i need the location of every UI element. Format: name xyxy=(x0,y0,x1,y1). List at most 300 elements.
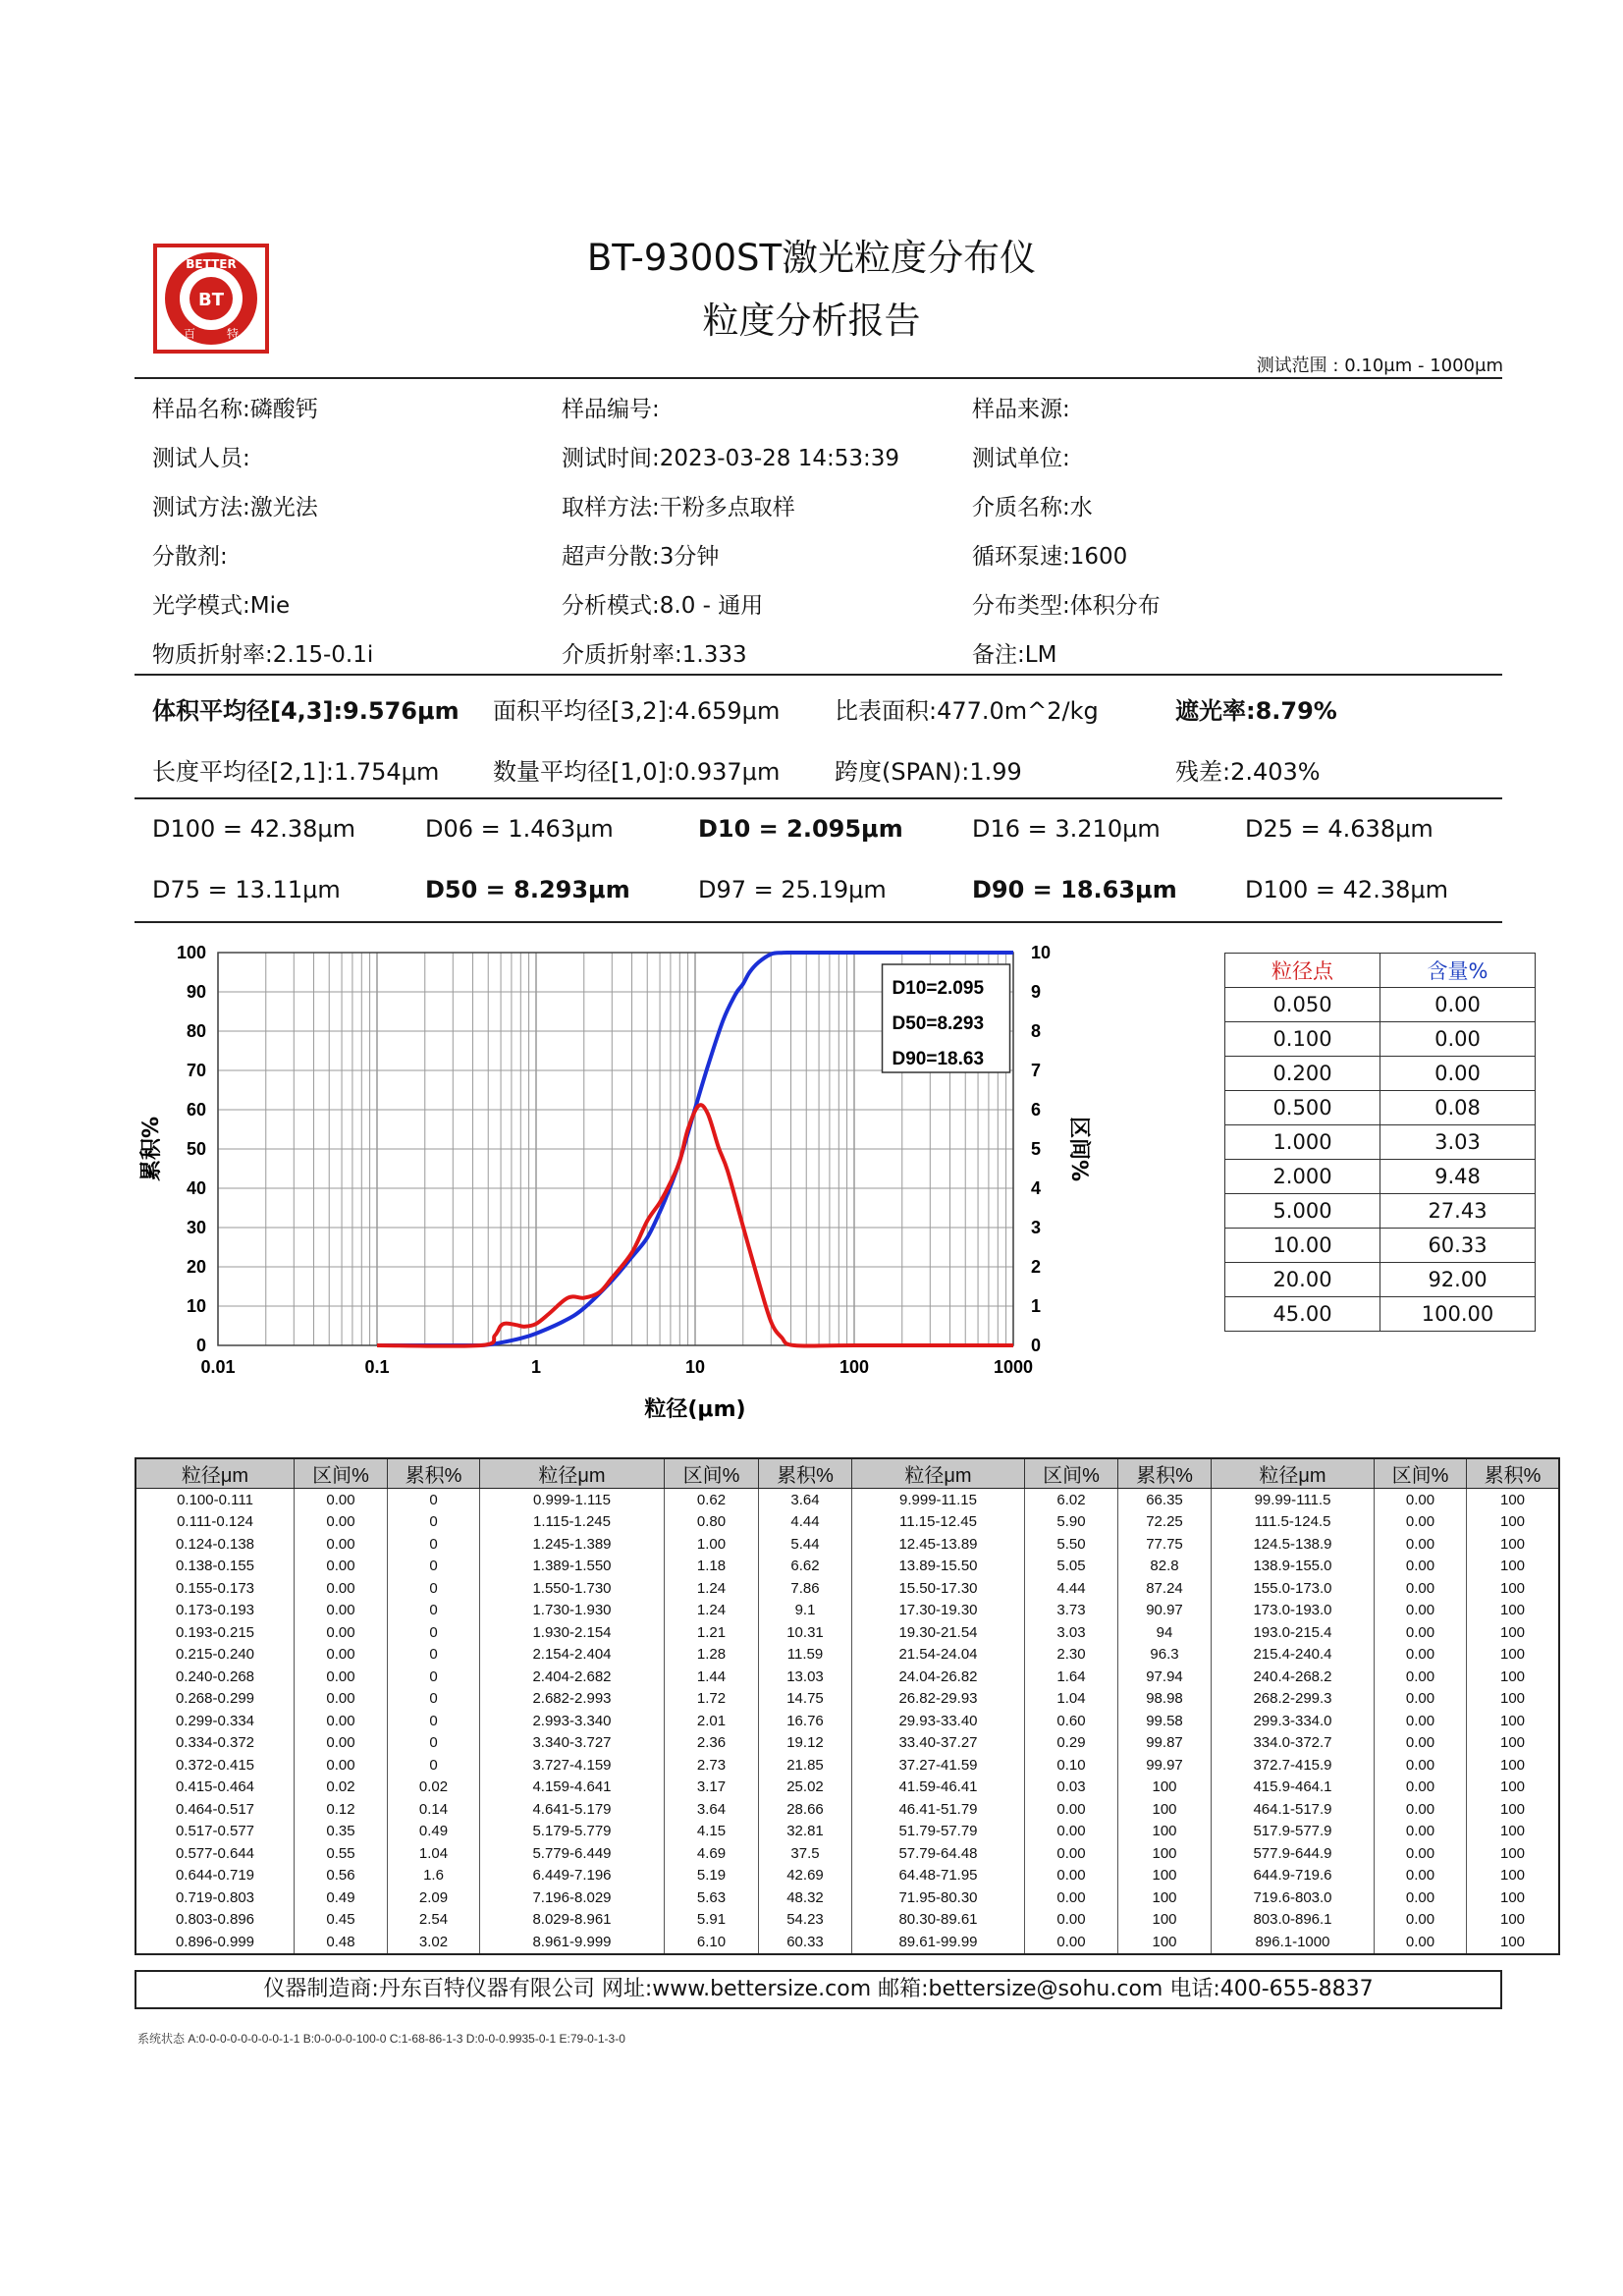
dtable-cell: 100 xyxy=(1118,1865,1212,1887)
dtable-cell: 3.17 xyxy=(665,1777,759,1799)
dtable-cell: 0.00 xyxy=(1025,1842,1118,1865)
d-value: D75 = 13.11μm xyxy=(152,876,341,903)
dtable-cell: 100 xyxy=(1118,1909,1212,1932)
ptable-size-cell: 0.200 xyxy=(1225,1057,1380,1091)
dtable-cell: 0.00 xyxy=(295,1754,388,1777)
dtable-cell: 2.36 xyxy=(665,1732,759,1755)
dtable-cell: 5.779-6.449 xyxy=(480,1842,665,1865)
dtable-cell: 7.196-8.029 xyxy=(480,1886,665,1909)
dtable-cell: 1.18 xyxy=(665,1556,759,1578)
dtable-cell: 0.48 xyxy=(295,1931,388,1954)
dtable-cell: 0.00 xyxy=(1375,1511,1467,1534)
dtable-cell: 0.00 xyxy=(1375,1710,1467,1732)
dtable-cell: 100 xyxy=(1467,1688,1560,1711)
dtable-cell: 0.00 xyxy=(1025,1931,1118,1954)
legend-entry: D10=2.095 xyxy=(892,978,985,999)
ptable-content-cell: 9.48 xyxy=(1380,1160,1536,1194)
dtable-cell: 0 xyxy=(388,1511,480,1534)
ptable-header-size: 粒径点 xyxy=(1225,954,1380,988)
dtable-cell: 0.240-0.268 xyxy=(175,1667,255,1685)
dtable-row xyxy=(135,1909,1559,1932)
dtable-cell: 100 xyxy=(1467,1798,1560,1821)
dtable-cell: 100 xyxy=(1118,1931,1212,1954)
dtable-cell: 299.3-334.0 xyxy=(1212,1710,1375,1732)
dtable-cell: 4.15 xyxy=(665,1821,759,1843)
dtable-cell: 0.00 xyxy=(1375,1798,1467,1821)
dtable-cell: 10.31 xyxy=(759,1621,852,1644)
dtable-cell: 0.00 xyxy=(295,1621,388,1644)
info-remark: 备注:LM xyxy=(972,642,1057,668)
dtable-cell: 0.517-0.577 xyxy=(175,1823,255,1840)
ptable-content-cell: 60.33 xyxy=(1380,1229,1536,1263)
y-right-tick-label: 10 xyxy=(1031,943,1052,962)
dtable-cell: 0.00 xyxy=(1025,1886,1118,1909)
dtable-cell: 5.44 xyxy=(759,1533,852,1556)
dtable-cell: 100 xyxy=(1467,1909,1560,1932)
dtable-header: 粒径μm xyxy=(480,1458,665,1489)
y-left-tick-label: 50 xyxy=(186,1139,206,1159)
dtable-cell: 100 xyxy=(1467,1931,1560,1954)
stat-residual: 残差:2.403% xyxy=(1175,758,1321,786)
dtable-row xyxy=(135,1621,1559,1644)
dtable-row xyxy=(135,1842,1559,1865)
info-medium-ri: 介质折射率:1.333 xyxy=(562,642,747,668)
dtable-cell: 57.79-64.48 xyxy=(852,1842,1025,1865)
dtable-cell: 5.63 xyxy=(665,1886,759,1909)
divider xyxy=(135,797,1502,799)
dtable-cell: 0.372-0.415 xyxy=(175,1756,255,1774)
ptable-content-cell: 0.08 xyxy=(1380,1091,1536,1125)
dtable-cell: 0.00 xyxy=(1025,1821,1118,1843)
dtable-cell: 17.30-19.30 xyxy=(852,1600,1025,1622)
dtable-cell: 0.896-0.999 xyxy=(175,1933,255,1950)
d-value: D100 = 42.38μm xyxy=(152,815,356,843)
dtable-cell: 1.115-1.245 xyxy=(480,1511,665,1534)
dtable-cell: 6.02 xyxy=(1025,1489,1118,1511)
ptable-size-cell: 20.00 xyxy=(1225,1263,1380,1297)
dtable-cell: 100 xyxy=(1467,1600,1560,1622)
dtable-cell: 11.15-12.45 xyxy=(852,1511,1025,1534)
dtable-cell: 0.10 xyxy=(1025,1754,1118,1777)
dtable-row xyxy=(135,1644,1559,1667)
dtable-header: 粒径μm xyxy=(135,1458,295,1489)
ptable-row xyxy=(1225,1194,1536,1229)
ptable-content-cell: 27.43 xyxy=(1380,1194,1536,1229)
dtable-cell: 3.64 xyxy=(759,1489,852,1511)
y-right-tick-label: 0 xyxy=(1031,1336,1042,1355)
dtable-cell: 87.24 xyxy=(1118,1577,1212,1600)
dtable-cell: 100 xyxy=(1467,1865,1560,1887)
dtable-cell: 0.00 xyxy=(295,1666,388,1688)
dtable-cell: 100 xyxy=(1118,1821,1212,1843)
dtable-cell: 0.100-0.111 xyxy=(177,1491,253,1508)
y-left-tick-label: 20 xyxy=(186,1257,206,1277)
dtable-cell: 7.86 xyxy=(759,1577,852,1600)
stat-vol-mean: 体积平均径[4,3]:9.576μm xyxy=(152,697,460,725)
dtable-row xyxy=(135,1865,1559,1887)
dtable-cell: 2.682-2.993 xyxy=(480,1688,665,1711)
dtable-row xyxy=(135,1777,1559,1799)
d-value: D50 = 8.293μm xyxy=(425,876,630,903)
ptable-row xyxy=(1225,1263,1536,1297)
y-right-tick-label: 3 xyxy=(1031,1218,1042,1237)
dtable-cell: 100 xyxy=(1118,1777,1212,1799)
dtable-cell: 0.80 xyxy=(665,1511,759,1534)
dtable-cell: 100 xyxy=(1467,1577,1560,1600)
dtable-cell: 0.49 xyxy=(388,1821,480,1843)
dtable-cell: 100 xyxy=(1118,1798,1212,1821)
dtable-cell: 0.02 xyxy=(388,1777,480,1799)
dtable-cell: 155.0-173.0 xyxy=(1212,1577,1375,1600)
dtable-cell: 0.999-1.115 xyxy=(480,1489,665,1511)
dtable-cell: 0.00 xyxy=(1375,1489,1467,1511)
dtable-cell: 0.00 xyxy=(1375,1886,1467,1909)
dtable-cell: 0.215-0.240 xyxy=(175,1646,255,1664)
ptable-row xyxy=(1225,1125,1536,1160)
dtable-row xyxy=(135,1577,1559,1600)
dtable-cell: 1.00 xyxy=(665,1533,759,1556)
info-analysis-mode: 分析模式:8.0 - 通用 xyxy=(562,593,764,619)
dtable-cell: 100 xyxy=(1467,1666,1560,1688)
dtable-row xyxy=(135,1556,1559,1578)
dtable-cell: 0 xyxy=(388,1710,480,1732)
dtable-cell: 1.6 xyxy=(388,1865,480,1887)
x-tick-label: 10 xyxy=(684,1357,706,1377)
dtable-cell: 0.00 xyxy=(1375,1909,1467,1932)
dtable-cell: 0.00 xyxy=(1375,1688,1467,1711)
ptable-size-cell: 0.500 xyxy=(1225,1091,1380,1125)
dtable-cell: 1.04 xyxy=(388,1842,480,1865)
info-pump-speed: 循环泵速:1600 xyxy=(972,544,1128,570)
stat-ssa: 比表面积:477.0m^2/kg xyxy=(835,697,1099,725)
dtable-row xyxy=(135,1886,1559,1909)
dtable-cell: 0.62 xyxy=(665,1489,759,1511)
dtable-row xyxy=(135,1600,1559,1622)
dtable-cell: 464.1-517.9 xyxy=(1212,1798,1375,1821)
d-value: D25 = 4.638μm xyxy=(1245,815,1434,843)
dtable-cell: 1.64 xyxy=(1025,1666,1118,1688)
dtable-cell: 644.9-719.6 xyxy=(1212,1865,1375,1887)
y-right-tick-label: 1 xyxy=(1031,1296,1042,1316)
y-right-tick-label: 8 xyxy=(1031,1021,1042,1041)
dtable-cell: 100 xyxy=(1467,1821,1560,1843)
dtable-cell: 415.9-464.1 xyxy=(1212,1777,1375,1799)
dtable-cell: 0.00 xyxy=(1025,1865,1118,1887)
y-left-tick-label: 0 xyxy=(195,1336,206,1355)
dtable-cell: 0.464-0.517 xyxy=(175,1800,255,1818)
distribution-table xyxy=(135,1457,1560,1955)
dtable-cell: 0 xyxy=(388,1533,480,1556)
dtable-cell: 4.44 xyxy=(1025,1577,1118,1600)
ptable-size-cell: 10.00 xyxy=(1225,1229,1380,1263)
d-value: D97 = 25.19μm xyxy=(698,876,887,903)
dtable-cell: 0 xyxy=(388,1754,480,1777)
stat-obscuration: 遮光率:8.79% xyxy=(1175,697,1337,725)
dtable-row xyxy=(135,1931,1559,1954)
dtable-cell: 0 xyxy=(388,1600,480,1622)
dtable-cell: 3.03 xyxy=(1025,1621,1118,1644)
dtable-cell: 0.55 xyxy=(295,1842,388,1865)
dtable-cell: 2.73 xyxy=(665,1754,759,1777)
d-value: D90 = 18.63μm xyxy=(972,876,1177,903)
dtable-row xyxy=(135,1798,1559,1821)
dtable-cell: 12.45-13.89 xyxy=(852,1533,1025,1556)
ptable-content-cell: 0.00 xyxy=(1380,1057,1536,1091)
dtable-header: 粒径μm xyxy=(852,1458,1025,1489)
info-sample-name: 样品名称:磷酸钙 xyxy=(152,397,318,422)
y-right-tick-label: 7 xyxy=(1031,1061,1042,1080)
dtable-cell: 29.93-33.40 xyxy=(852,1710,1025,1732)
ptable-content-cell: 0.00 xyxy=(1380,1022,1536,1057)
dtable-cell: 5.19 xyxy=(665,1865,759,1887)
dtable-cell: 19.12 xyxy=(759,1732,852,1755)
dtable-cell: 41.59-46.41 xyxy=(852,1777,1025,1799)
dtable-cell: 0.03 xyxy=(1025,1777,1118,1799)
dtable-cell: 0.00 xyxy=(295,1511,388,1534)
dtable-cell: 173.0-193.0 xyxy=(1212,1600,1375,1622)
dtable-cell: 89.61-99.99 xyxy=(852,1931,1025,1954)
info-sample-source: 样品来源: xyxy=(972,397,1070,422)
stat-area-mean: 面积平均径[3,2]:4.659μm xyxy=(493,697,781,725)
dtable-cell: 896.1-1000 xyxy=(1212,1931,1375,1954)
y-left-tick-label: 100 xyxy=(176,943,206,962)
dtable-cell: 3.73 xyxy=(1025,1600,1118,1622)
y-left-tick-label: 60 xyxy=(186,1100,206,1120)
dtable-cell: 16.76 xyxy=(759,1710,852,1732)
dtable-cell: 5.90 xyxy=(1025,1511,1118,1534)
dtable-cell: 42.69 xyxy=(759,1865,852,1887)
dtable-cell: 240.4-268.2 xyxy=(1212,1666,1375,1688)
dtable-header: 累积% xyxy=(759,1458,852,1489)
info-test-method: 测试方法:激光法 xyxy=(152,495,318,520)
dtable-cell: 25.02 xyxy=(759,1777,852,1799)
dtable-cell: 0.00 xyxy=(1375,1577,1467,1600)
dtable-cell: 2.30 xyxy=(1025,1644,1118,1667)
svg-text:BT: BT xyxy=(198,290,224,310)
dtable-cell: 0.00 xyxy=(1375,1556,1467,1578)
dtable-cell: 0 xyxy=(388,1621,480,1644)
svg-text:BETTER: BETTER xyxy=(186,257,237,271)
dtable-cell: 0 xyxy=(388,1666,480,1688)
dtable-cell: 0.111-0.124 xyxy=(177,1513,253,1531)
d-value: D16 = 3.210μm xyxy=(972,815,1161,843)
info-material-ri: 物质折射率:2.15-0.1i xyxy=(152,642,374,668)
ptable-row xyxy=(1225,1057,1536,1091)
dtable-cell: 0.00 xyxy=(1375,1533,1467,1556)
info-dist-type: 分布类型:体积分布 xyxy=(972,593,1161,619)
dtable-cell: 0.334-0.372 xyxy=(175,1734,255,1752)
y-right-tick-label: 5 xyxy=(1031,1139,1042,1159)
divider xyxy=(135,377,1502,379)
dtable-cell: 0 xyxy=(388,1577,480,1600)
dtable-cell: 5.91 xyxy=(665,1909,759,1932)
dtable-cell: 97.94 xyxy=(1118,1666,1212,1688)
dtable-cell: 3.64 xyxy=(665,1798,759,1821)
dtable-cell: 100 xyxy=(1118,1886,1212,1909)
dtable-cell: 1.550-1.730 xyxy=(480,1577,665,1600)
dtable-cell: 13.89-15.50 xyxy=(852,1556,1025,1578)
dtable-cell: 99.99-111.5 xyxy=(1212,1489,1375,1511)
dtable-header: 累积% xyxy=(1467,1458,1560,1489)
dtable-cell: 0.803-0.896 xyxy=(175,1911,255,1929)
dtable-cell: 94 xyxy=(1118,1621,1212,1644)
dtable-header: 区间% xyxy=(665,1458,759,1489)
dtable-cell: 99.97 xyxy=(1118,1754,1212,1777)
dtable-cell: 0.00 xyxy=(1375,1644,1467,1667)
measure-range: 测试范围 : 0.10μm - 1000μm xyxy=(1256,355,1503,376)
dtable-cell: 100 xyxy=(1467,1556,1560,1578)
x-tick-label: 100 xyxy=(839,1357,870,1377)
stat-len-mean: 长度平均径[2,1]:1.754μm xyxy=(152,758,440,786)
ptable-row xyxy=(1225,1229,1536,1263)
dtable-cell: 4.159-4.641 xyxy=(480,1777,665,1799)
ptable-content-cell: 92.00 xyxy=(1380,1263,1536,1297)
ptable-size-cell: 0.100 xyxy=(1225,1022,1380,1057)
stat-num-mean: 数量平均径[1,0]:0.937μm xyxy=(493,758,781,786)
dtable-cell: 0.49 xyxy=(295,1886,388,1909)
dtable-cell: 37.5 xyxy=(759,1842,852,1865)
ptable-size-cell: 1.000 xyxy=(1225,1125,1380,1160)
dtable-cell: 6.10 xyxy=(665,1931,759,1954)
dtable-cell: 0.577-0.644 xyxy=(175,1844,255,1862)
dtable-cell: 9.1 xyxy=(759,1600,852,1622)
dtable-cell: 0.12 xyxy=(295,1798,388,1821)
system-status: 系统状态 A:0-0-0-0-0-0-0-0-1-1 B:0-0-0-0-100-0 C:1-68-86-1-3 D:0-0-0.9935-0-1 E:79-0-1-3-0 xyxy=(137,2032,625,2046)
dtable-cell: 372.7-415.9 xyxy=(1212,1754,1375,1777)
ptable-row xyxy=(1225,1091,1536,1125)
dtable-row xyxy=(135,1511,1559,1534)
y-left-tick-label: 70 xyxy=(186,1061,206,1080)
dtable-cell: 100 xyxy=(1467,1777,1560,1799)
dtable-cell: 0.124-0.138 xyxy=(175,1535,255,1553)
dtable-cell: 0.00 xyxy=(295,1732,388,1755)
ptable-size-cell: 5.000 xyxy=(1225,1194,1380,1229)
y-right-tick-label: 9 xyxy=(1031,982,1042,1002)
dtable-cell: 100 xyxy=(1467,1533,1560,1556)
dtable-cell: 0 xyxy=(388,1556,480,1578)
dtable-cell: 0.00 xyxy=(1025,1798,1118,1821)
dtable-cell: 14.75 xyxy=(759,1688,852,1711)
dtable-cell: 0.00 xyxy=(295,1644,388,1667)
svg-text:百: 百 xyxy=(183,327,196,341)
dtable-row xyxy=(135,1688,1559,1711)
dtable-cell: 9.999-11.15 xyxy=(852,1489,1025,1511)
dtable-cell: 100 xyxy=(1467,1511,1560,1534)
dtable-cell: 138.9-155.0 xyxy=(1212,1556,1375,1578)
dtable-cell: 1.24 xyxy=(665,1600,759,1622)
dtable-cell: 0.415-0.464 xyxy=(175,1778,255,1796)
dtable-cell: 11.59 xyxy=(759,1644,852,1667)
dtable-cell: 0.00 xyxy=(295,1577,388,1600)
dtable-cell: 1.72 xyxy=(665,1688,759,1711)
dtable-cell: 26.82-29.93 xyxy=(852,1688,1025,1711)
dtable-cell: 2.404-2.682 xyxy=(480,1666,665,1688)
dtable-cell: 2.993-3.340 xyxy=(480,1710,665,1732)
info-medium-name: 介质名称:水 xyxy=(972,495,1093,520)
dtable-cell: 0 xyxy=(388,1644,480,1667)
dtable-cell: 0.299-0.334 xyxy=(175,1712,255,1729)
dtable-cell: 2.154-2.404 xyxy=(480,1644,665,1667)
dtable-cell: 0.138-0.155 xyxy=(175,1558,255,1575)
dtable-cell: 100 xyxy=(1118,1842,1212,1865)
dtable-cell: 1.245-1.389 xyxy=(480,1533,665,1556)
dtable-cell: 215.4-240.4 xyxy=(1212,1644,1375,1667)
dtable-cell: 32.81 xyxy=(759,1821,852,1843)
dtable-cell: 98.98 xyxy=(1118,1688,1212,1711)
dtable-row xyxy=(135,1710,1559,1732)
dtable-cell: 100 xyxy=(1467,1621,1560,1644)
dtable-cell: 0.644-0.719 xyxy=(175,1867,255,1885)
dtable-cell: 100 xyxy=(1467,1489,1560,1511)
ptable-row xyxy=(1225,1160,1536,1194)
dtable-cell: 51.79-57.79 xyxy=(852,1821,1025,1843)
dtable-cell: 0.00 xyxy=(1375,1732,1467,1755)
ptable-row xyxy=(1225,988,1536,1022)
x-tick-label: 0.01 xyxy=(200,1357,236,1377)
dtable-row xyxy=(135,1533,1559,1556)
divider xyxy=(135,921,1502,923)
dtable-cell: 96.3 xyxy=(1118,1644,1212,1667)
y-right-axis-label: 区间% xyxy=(1066,1116,1091,1182)
d-value: D10 = 2.095μm xyxy=(698,815,903,843)
ptable-header-content: 含量% xyxy=(1380,954,1536,988)
dtable-cell: 124.5-138.9 xyxy=(1212,1533,1375,1556)
dtable-cell: 71.95-80.30 xyxy=(852,1886,1025,1909)
ptable-size-cell: 0.050 xyxy=(1225,988,1380,1022)
y-left-tick-label: 90 xyxy=(186,982,206,1002)
y-right-tick-label: 6 xyxy=(1031,1100,1042,1120)
dtable-cell: 4.69 xyxy=(665,1842,759,1865)
dtable-cell: 0.00 xyxy=(295,1556,388,1578)
x-tick-label: 1 xyxy=(530,1357,542,1377)
dtable-cell: 0.00 xyxy=(1375,1666,1467,1688)
info-ultrasonic: 超声分散:3分钟 xyxy=(562,544,720,570)
dtable-cell: 1.730-1.930 xyxy=(480,1600,665,1622)
dtable-cell: 0.00 xyxy=(1375,1865,1467,1887)
dtable-cell: 48.32 xyxy=(759,1886,852,1909)
dtable-header: 累积% xyxy=(388,1458,480,1489)
dtable-cell: 719.6-803.0 xyxy=(1212,1886,1375,1909)
x-tick-label: 0.1 xyxy=(364,1357,390,1377)
dtable-cell: 100 xyxy=(1467,1644,1560,1667)
dtable-cell: 90.97 xyxy=(1118,1600,1212,1622)
dtable-cell: 66.35 xyxy=(1118,1489,1212,1511)
ptable-content-cell: 3.03 xyxy=(1380,1125,1536,1160)
dtable-cell: 0.00 xyxy=(295,1600,388,1622)
dtable-cell: 24.04-26.82 xyxy=(852,1666,1025,1688)
dtable-cell: 4.641-5.179 xyxy=(480,1798,665,1821)
dtable-cell: 46.41-51.79 xyxy=(852,1798,1025,1821)
dtable-cell: 1.24 xyxy=(665,1577,759,1600)
dtable-row xyxy=(135,1666,1559,1688)
dtable-cell: 111.5-124.5 xyxy=(1212,1511,1375,1534)
dtable-row xyxy=(135,1489,1559,1511)
dtable-cell: 6.62 xyxy=(759,1556,852,1578)
dtable-cell: 334.0-372.7 xyxy=(1212,1732,1375,1755)
dtable-header: 区间% xyxy=(1025,1458,1118,1489)
dtable-header: 粒径μm xyxy=(1212,1458,1375,1489)
dtable-header: 区间% xyxy=(295,1458,388,1489)
dtable-cell: 8.029-8.961 xyxy=(480,1909,665,1932)
dtable-cell: 2.54 xyxy=(388,1909,480,1932)
dtable-cell: 80.30-89.61 xyxy=(852,1909,1025,1932)
dtable-cell: 33.40-37.27 xyxy=(852,1732,1025,1755)
dtable-cell: 268.2-299.3 xyxy=(1212,1688,1375,1711)
dtable-cell: 54.23 xyxy=(759,1909,852,1932)
dtable-cell: 77.75 xyxy=(1118,1533,1212,1556)
ptable-size-cell: 2.000 xyxy=(1225,1160,1380,1194)
dtable-cell: 3.02 xyxy=(388,1931,480,1954)
